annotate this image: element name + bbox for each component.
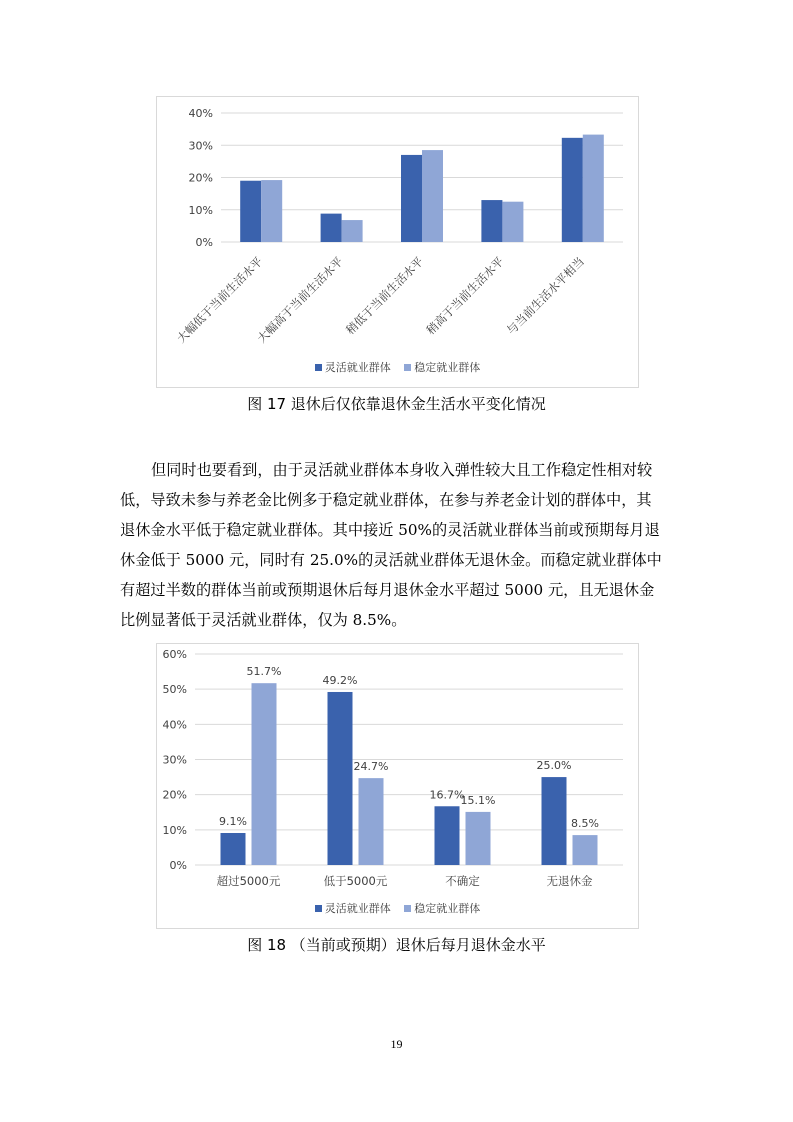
legend-label-series2: 稳定就业群体 [414,361,481,374]
body-paragraph [120,455,676,635]
data-label: 9.1% [219,814,247,828]
y-tick-label: 40% [188,107,213,120]
legend-item-series2 [404,359,480,375]
legend-label-series2: 稳定就业群体 [414,902,481,915]
paragraph-line: 有超过半数的群体当前或预期退休后每月退休金水平超过 5000 元，且无退休金 [120,581,655,599]
bar-2 [252,683,277,865]
data-label: 16.7% [429,788,465,802]
chart-17-plot [157,97,638,387]
bar-2 [359,778,384,865]
y-tick-label: 50% [162,683,187,697]
legend-item-series1 [315,359,391,375]
y-tick-label: 20% [188,171,213,185]
category-label: 低于5000元 [323,874,388,888]
figure-17-caption: 图 17 退休后仅依靠退休金生活水平变化情况 [247,395,546,413]
bar-2 [261,180,282,242]
paragraph-line: 但同时也要看到，由于灵活就业群体本身收入弹性较大且工作稳定性相对较 [151,461,653,479]
category-label: 不确定 [445,874,480,888]
bar-1 [562,138,583,242]
category-label: 大幅低于当前生活水平 [174,254,266,346]
y-tick-label: 30% [188,139,213,153]
bar-2 [342,220,363,242]
legend-swatch-series2 [404,364,411,371]
legend-label-series1: 灵活就业群体 [324,361,391,374]
bar-1 [240,181,261,242]
category-label: 超过5000元 [216,874,281,888]
bar-1 [328,692,353,865]
bar-1 [481,200,502,242]
legend-swatch-series1 [315,364,322,371]
bar-2 [422,150,443,242]
data-label: 8.5% [571,817,599,831]
chart-17-legend [157,359,638,375]
data-label: 49.2% [322,673,358,687]
legend-item-series2 [404,900,480,916]
bar-1 [435,806,460,865]
category-label: 稍高于当前生活水平 [423,254,507,338]
bar-2 [583,135,604,242]
chart-18-plot [157,644,638,928]
chart-18 [156,643,639,929]
y-tick-label: 20% [162,788,187,802]
bar-1 [401,155,422,242]
data-label: 25.0% [536,759,572,773]
bar-1 [542,777,567,865]
legend-item-series1 [315,900,391,916]
y-tick-label: 0% [195,236,213,249]
category-label: 大幅高于当前生活水平 [254,254,346,346]
category-label: 无退休金 [546,874,593,888]
bar-1 [321,214,342,242]
data-label: 24.7% [353,760,389,774]
data-label: 15.1% [460,793,496,807]
paragraph-line: 低，导致未参与养老金比例多于稳定就业群体，在参与养老金计划的群体中，其 [120,491,652,509]
y-tick-label: 40% [162,718,187,732]
bar-1 [221,833,246,865]
y-tick-label: 30% [162,753,187,767]
chart-18-legend [157,900,638,916]
bar-2 [502,202,523,242]
y-tick-label: 0% [169,859,187,872]
paragraph-line: 比例显著低于灵活就业群体，仅为 8.5%。 [120,611,407,629]
paragraph-line: 退休金水平低于稳定就业群体。其中接近 50%的灵活就业群体当前或预期每月退 [120,521,660,539]
figure-18-caption: 图 18 （当前或预期）退休后每月退休金水平 [247,936,546,954]
chart-17 [156,96,639,388]
bar-2 [573,835,598,865]
legend-swatch-series2 [404,905,411,912]
y-tick-label: 60% [162,648,187,661]
legend-label-series1: 灵活就业群体 [324,902,391,915]
paragraph-line: 休金低于 5000 元，同时有 25.0%的灵活就业群体无退休金。而稳定就业群体中 [120,551,662,569]
y-tick-label: 10% [162,823,187,837]
category-label: 与当前生活水平相当 [503,254,587,338]
category-label: 稍低于当前生活水平 [343,254,427,338]
page-number: 19 [390,1037,403,1051]
bar-2 [466,812,491,865]
y-tick-label: 10% [188,203,213,217]
legend-swatch-series1 [315,905,322,912]
data-label: 51.7% [246,665,282,679]
